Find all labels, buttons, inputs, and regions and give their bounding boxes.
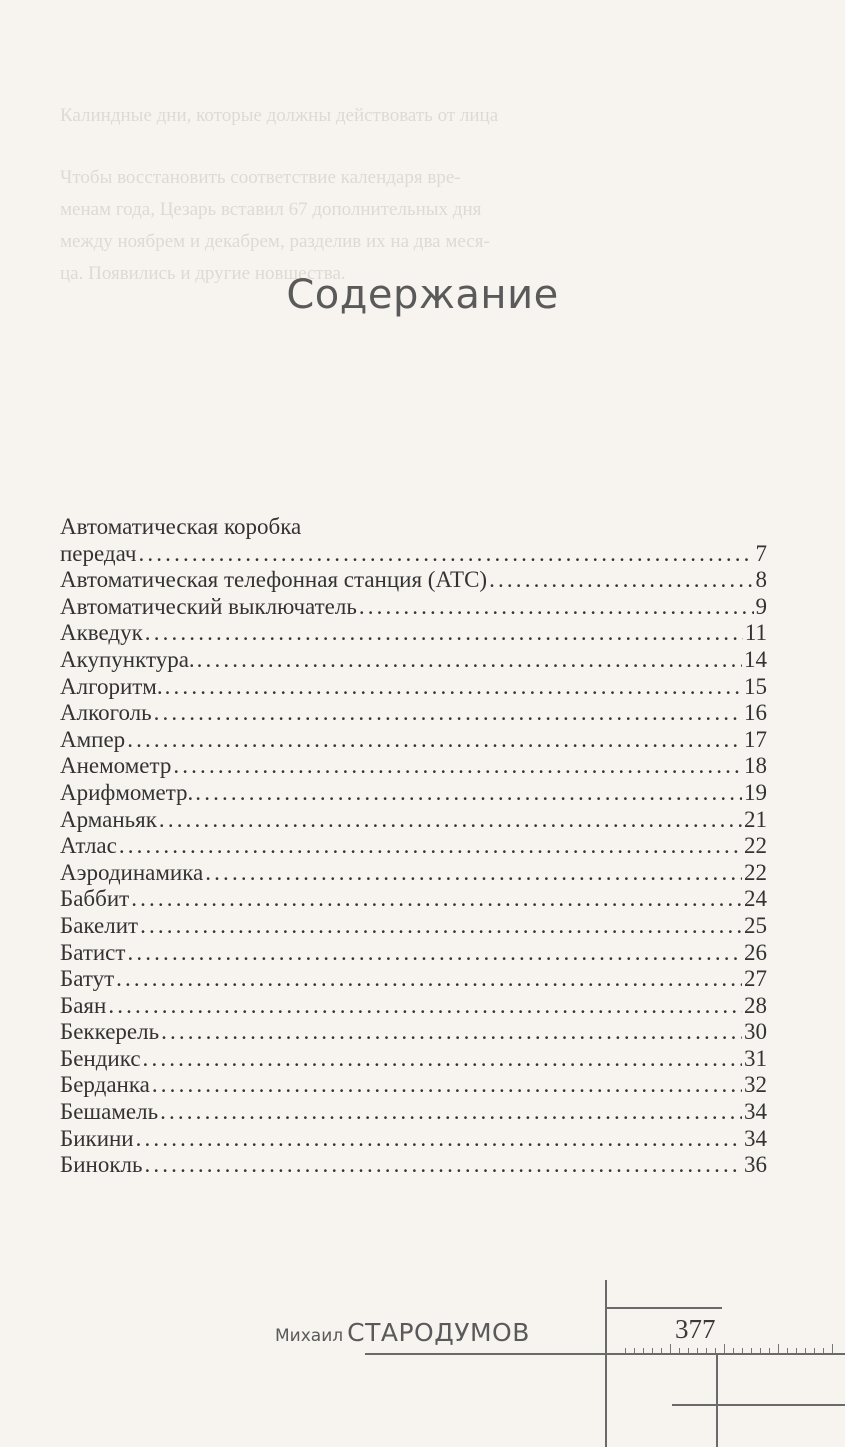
leader-dots [489,567,753,594]
leader-dots [136,1126,742,1153]
leader-dots [165,674,742,701]
toc-page: 34 [744,1125,767,1151]
toc-title: Арифмометр. [60,779,194,805]
leader-dots [127,727,742,754]
toc-entry[interactable] [60,647,767,674]
toc-entry[interactable] [60,913,767,940]
toc-title: Баббит [60,886,130,912]
toc-page: 16 [744,700,767,726]
leader-dots [154,700,742,727]
leader-dots [359,594,754,621]
leader-dots [144,1152,742,1179]
leader-dots [173,753,742,780]
toc-page: 7 [755,540,767,566]
leader-dots [159,807,742,834]
bleed-line: между ноябрем и декабрем, разделив их на два меся- [60,231,490,252]
leader-dots [119,833,742,860]
toc-entry[interactable] [60,807,767,834]
toc-title: Арманьяк [60,806,157,832]
toc-page: 15 [744,673,767,699]
show-through-text [60,100,780,290]
toc-title: Ампер [60,726,126,752]
toc-page: 17 [744,726,767,752]
toc-title: Баян [60,992,107,1018]
bleed-line: Чтобы восстановить соответствие календаря вре- [60,167,461,188]
leader-dots [140,913,742,940]
footer-frame-left [605,1280,607,1447]
toc-entry[interactable] [60,674,767,701]
toc-entry[interactable] [60,594,767,621]
toc-title: передач [60,540,137,566]
leader-dots [160,1099,742,1126]
toc-entry[interactable] [60,700,767,727]
toc-page: 28 [744,992,767,1018]
toc-page: 22 [744,833,767,859]
toc-entry[interactable] [60,1072,767,1099]
toc-page: 18 [744,753,767,779]
toc-page: 24 [744,886,767,912]
toc-entry[interactable] [60,620,767,647]
leader-dots [138,541,753,568]
toc-entry[interactable] [60,541,767,568]
toc-entry[interactable] [60,780,767,807]
page-number: 377 [675,1314,716,1344]
toc-entry[interactable] [60,860,767,887]
toc-page: 25 [744,912,767,938]
leader-dots [197,647,742,674]
leader-dots [161,1019,742,1046]
toc-title: Алгоритм. [60,673,163,699]
toc-title: Акупунктура. [60,646,195,672]
toc-entry[interactable] [60,833,767,860]
toc-entry[interactable] [60,1046,767,1073]
toc-page: 34 [744,1099,767,1125]
toc-title: Автоматическая коробка [60,514,302,539]
table-of-contents [60,514,767,1179]
toc-title: Аэродинамика [60,859,204,885]
ruler-ticks [615,1343,845,1353]
footer-frame-inner [716,1353,718,1447]
toc-entry[interactable] [60,993,767,1020]
toc-title: Бешамель [60,1099,159,1125]
toc-title: Бинокль [60,1152,143,1178]
toc-page: 8 [755,567,767,593]
toc-page: 32 [744,1072,767,1098]
toc-page: 19 [744,779,767,805]
toc-title: Берданка [60,1072,150,1098]
leader-dots [143,1046,742,1073]
footer-frame-top [605,1307,722,1309]
toc-entry[interactable] [60,514,767,541]
leader-dots [116,966,742,993]
toc-title: Алкоголь [60,700,152,726]
leader-dots [127,940,742,967]
toc-entry[interactable] [60,966,767,993]
toc-entry[interactable] [60,886,767,913]
toc-title: Бикини [60,1125,134,1151]
toc-page: 14 [744,646,767,672]
toc-title: Бакелит [60,912,139,938]
leader-dots [145,620,743,647]
toc-page: 36 [744,1152,767,1178]
toc-entry[interactable] [60,567,767,594]
footer-frame-bottom [672,1404,845,1406]
toc-entry[interactable] [60,1126,767,1153]
leader-dots [152,1072,742,1099]
toc-title: Автоматическая телефонная станция (АТС) [60,567,488,593]
toc-title: Батут [60,966,115,992]
toc-page: 27 [744,966,767,992]
toc-page: 9 [755,593,767,619]
toc-page: 30 [744,1019,767,1045]
toc-title: Анемометр [60,753,172,779]
leader-dots [205,860,742,887]
toc-entry[interactable] [60,1099,767,1126]
leader-dots [195,780,742,807]
toc-page: 26 [744,939,767,965]
leader-dots [108,993,742,1020]
bleed-line: менам года, Цезарь вставил 67 дополнительных дня [60,199,482,220]
page-title: Содержание [286,272,559,318]
toc-title: Автоматический выключатель [60,593,357,619]
toc-entry[interactable] [60,727,767,754]
leader-dots [131,886,742,913]
toc-entry[interactable] [60,1152,767,1179]
toc-entry[interactable] [60,1019,767,1046]
toc-title: Атлас [60,833,117,859]
author-last-name: СТАРОДУМОВ [347,1318,530,1347]
toc-page: 22 [744,859,767,885]
toc-page: 21 [744,806,767,832]
toc-entry[interactable] [60,940,767,967]
toc-title: Беккерель [60,1019,160,1045]
toc-title: Бендикс [60,1045,141,1071]
toc-page: 11 [744,620,767,646]
bleed-line: Калиндные дни, которые должны действовать от лица [60,105,499,126]
bleed-line: ца. Появились и другие новшества. [60,263,346,284]
toc-title: Акведук [60,620,143,646]
toc-entry[interactable] [60,753,767,780]
toc-title: Батист [60,939,126,965]
toc-page: 31 [744,1045,767,1071]
author-name [275,1318,530,1347]
author-first-name: Михаил [275,1326,344,1346]
